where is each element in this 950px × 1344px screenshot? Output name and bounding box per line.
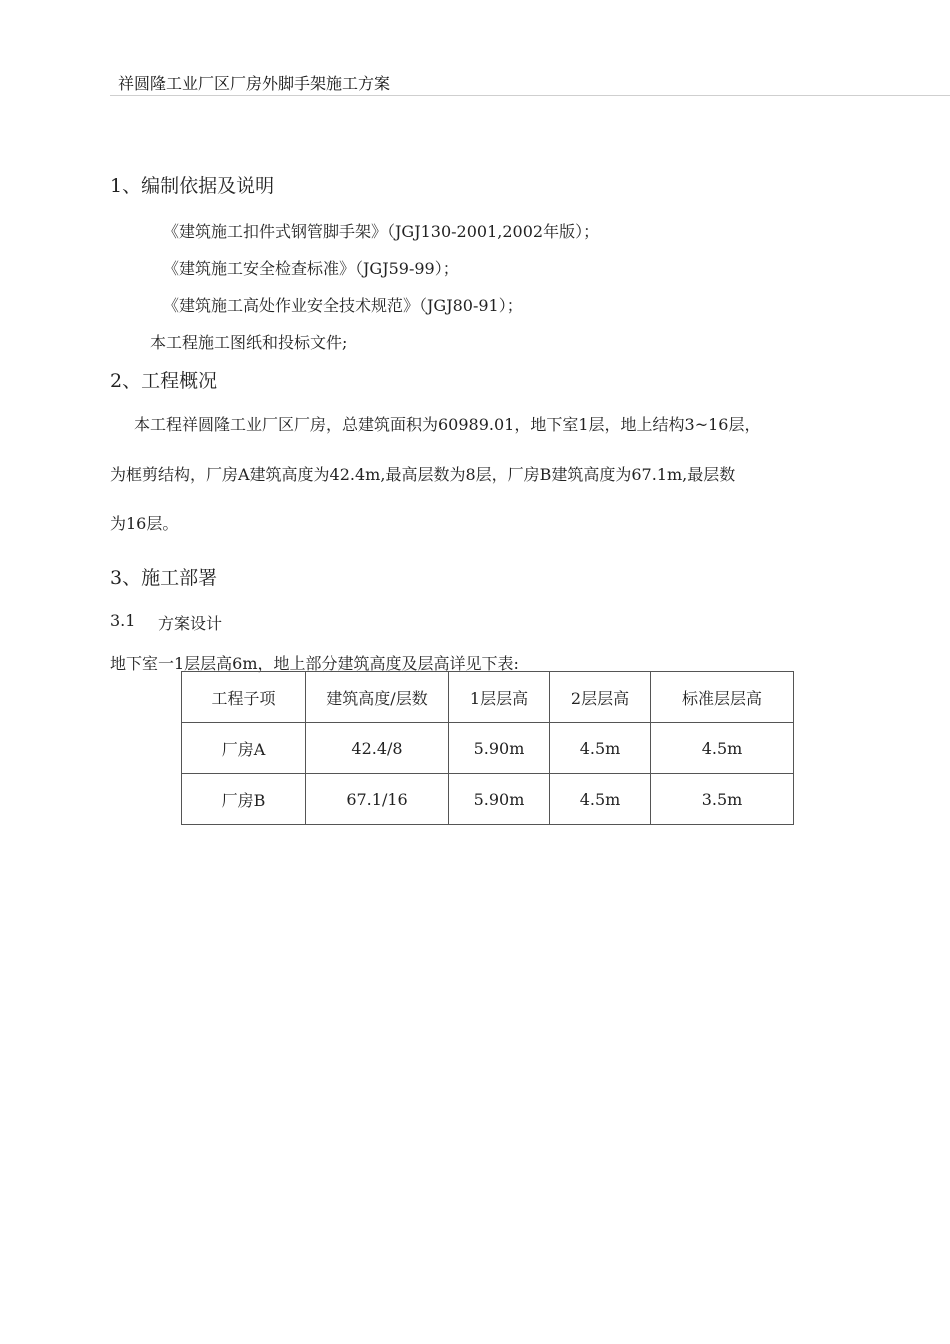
table-cell: 4.5m bbox=[651, 723, 794, 774]
table-cell: 3.5m bbox=[651, 774, 794, 825]
table-cell: 厂房A bbox=[182, 723, 306, 774]
table-header-cell: 建筑高度/层数 bbox=[306, 672, 449, 723]
section-1-heading: 1、编制依据及说明 bbox=[110, 175, 275, 197]
reference-item: 《建筑施工高处作业安全技术规范》（JGJ80-91）； bbox=[163, 296, 523, 315]
reference-item: 《建筑施工安全检查标准》（JGJ59-99）； bbox=[163, 259, 459, 278]
table-header-cell: 工程子项 bbox=[182, 672, 306, 723]
overview-line: 为16层。 bbox=[110, 514, 179, 533]
floor-height-table bbox=[181, 671, 794, 825]
table-intro: 地下室一1层层高6m，地上部分建筑高度及层高详见下表: bbox=[110, 654, 519, 673]
section-2-heading: 2、工程概况 bbox=[110, 370, 218, 392]
subsection-title: 方案设计 bbox=[158, 614, 223, 633]
table-cell: 4.5m bbox=[550, 774, 651, 825]
overview-line: 本工程祥圆隆工业厂区厂房，总建筑面积为60989.01，地下室1层，地上结构3~16层， bbox=[134, 415, 761, 434]
table-header-cell: 1层层高 bbox=[449, 672, 550, 723]
table-row bbox=[182, 774, 794, 825]
table-cell: 5.90m bbox=[449, 723, 550, 774]
table-header-row bbox=[182, 672, 794, 723]
table-cell: 厂房B bbox=[182, 774, 306, 825]
section-3-heading: 3、施工部署 bbox=[110, 567, 218, 589]
document-header-title: 祥圆隆工业厂区厂房外脚手架施工方案 bbox=[118, 74, 391, 93]
reference-note: 本工程施工图纸和投标文件; bbox=[150, 333, 348, 352]
table-header-cell: 2层层高 bbox=[550, 672, 651, 723]
table-cell: 4.5m bbox=[550, 723, 651, 774]
table-cell: 67.1/16 bbox=[306, 774, 449, 825]
overview-line: 为框剪结构，厂房A建筑高度为42.4m,最高层数为8层，厂房B建筑高度为67.1m,最层数 bbox=[110, 465, 736, 484]
table-row bbox=[182, 723, 794, 774]
table-cell: 5.90m bbox=[449, 774, 550, 825]
header-divider bbox=[110, 95, 950, 96]
table-cell: 42.4/8 bbox=[306, 723, 449, 774]
reference-item: 《建筑施工扣件式钢管脚手架》（JGJ130-2001,2002年版）； bbox=[163, 222, 600, 241]
subsection-number: 3.1 bbox=[110, 611, 136, 630]
table-header-cell: 标准层层高 bbox=[651, 672, 794, 723]
